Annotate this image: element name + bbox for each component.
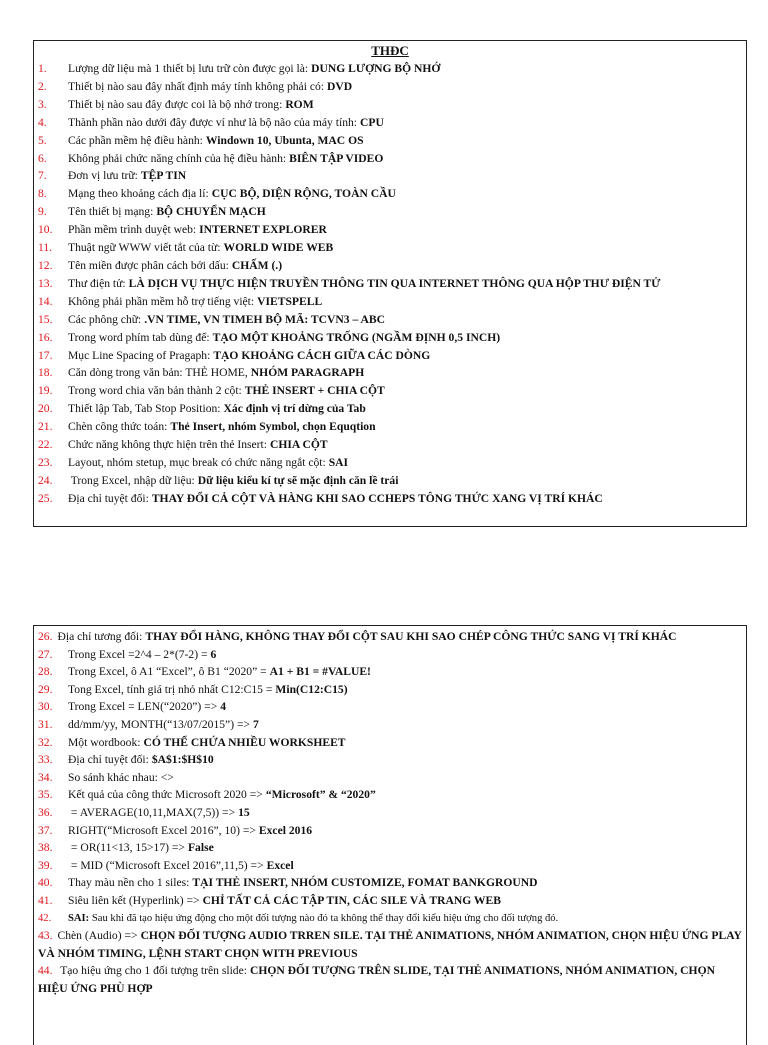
question-text: = MID (“Microsoft Excel 2016”,11,5) => (68, 858, 264, 872)
answer-text: CPU (360, 115, 384, 129)
question-text: Mạng theo khoảng cách địa lí: (68, 187, 209, 201)
list-item (38, 892, 742, 910)
item-number: 14. (38, 294, 53, 308)
list-item (38, 418, 742, 436)
item-number: 16. (38, 330, 53, 344)
list-item (38, 60, 742, 78)
list-item (38, 927, 742, 962)
list-item (38, 311, 742, 329)
item-number: 20. (38, 402, 53, 416)
question-text: Trong Excel, nhập dữ liệu: (68, 473, 195, 487)
question-text: Đơn vị lưu trữ: (68, 169, 138, 183)
answer-text: CHỌN ĐỐI TƯỢNG TRÊN SLIDE, TẠI THẺ ANIMATIONS, NHÓM ANIMATION, CHỌN HIỆU ỨNG PHÙ HỢP (38, 964, 715, 995)
item-number: 19. (38, 384, 53, 398)
answer-text: TẠI THẺ INSERT, NHÓM CUSTOMIZE, FOMAT BANKGROUND (192, 876, 538, 890)
answer-text: BIÊN TẬP VIDEO (289, 151, 384, 165)
answer-text: CÓ THỂ CHỨA NHIỀU WORKSHEET (143, 735, 346, 749)
item-number: 11. (38, 241, 53, 255)
answer-text: ROM (285, 97, 314, 111)
answer-text: CHIA CỘT (270, 438, 328, 452)
answer-explanation: Sau khi đã tạo hiệu ứng động cho một đối tượng nào đó ta không thể thay đổi kiểu hiệu ứng cho đối tượng đó. (91, 912, 559, 924)
answer-text: WORLD WIDE WEB (223, 241, 334, 255)
item-number: 28. (38, 665, 53, 679)
answer-text: NHÓM PARAGRAPH (250, 366, 365, 380)
item-number: 4. (38, 115, 47, 129)
list-item (38, 185, 742, 203)
list-item (38, 646, 742, 664)
list-item (38, 628, 742, 646)
question-text: Siêu liên kết (Hyperlink) => (68, 893, 200, 907)
item-number: 41. (38, 893, 53, 907)
list-item (38, 698, 742, 716)
question-text: Chức năng không thực hiện trên thẻ Insert: (68, 438, 267, 452)
answer-text: .VN TIME, VN TIMEH BỘ MÃ: TCVN3 – ABC (144, 312, 385, 326)
item-number: 2. (38, 79, 47, 93)
item-number: 8. (38, 187, 47, 201)
item-number: 31. (38, 717, 53, 731)
item-number: 5. (38, 133, 47, 147)
item-number: 26. (38, 630, 53, 643)
item-number: 24. (38, 473, 53, 487)
answer-text: Windown 10, Ubunta, MAC OS (205, 133, 364, 147)
question-text: Các phần mềm hệ điều hành: (68, 133, 203, 147)
answer-sheet-section-2 (33, 625, 747, 1045)
list-item (38, 962, 742, 997)
answer-text: DUNG LƯỢNG BỘ NHỚ (311, 62, 441, 75)
question-text: Trong word phím tab dùng để: (68, 330, 210, 344)
answer-text: TỆP TIN (140, 169, 187, 183)
question-list-1 (38, 60, 742, 508)
question-text: Thiết bị nào sau đây được coi là bộ nhớ trong: (68, 97, 283, 111)
list-item (38, 329, 742, 347)
item-number: 12. (38, 258, 53, 272)
item-number: 6. (38, 151, 47, 165)
question-text: RIGHT(“Microsoft Excel 2016”, 10) => (68, 823, 256, 837)
item-number: 30. (38, 700, 53, 714)
question-text: Kết quả của công thức Microsoft 2020 => (68, 788, 263, 802)
item-number: 21. (38, 420, 53, 434)
question-text: Trong Excel =2^4 – 2*(7-2) = (68, 647, 208, 661)
list-item (38, 839, 742, 857)
question-text: Trong Excel, ô A1 “Excel”, ô B1 “2020” = (68, 665, 267, 679)
answer-text: “Microsoft” & “2020” (265, 788, 376, 802)
list-item (38, 96, 742, 114)
list-item (38, 472, 742, 490)
question-text: Chèn công thức toán: (68, 420, 168, 434)
list-item (38, 769, 742, 787)
answer-text: Excel 2016 (258, 823, 313, 837)
answer-text: LÀ DỊCH VỤ THỰC HIỆN TRUYỀN THÔNG TIN QUA INTERNET THÔNG QUA HỘP THƯ ĐIỆN TỬ (128, 276, 661, 290)
list-item (38, 716, 742, 734)
list-item (38, 293, 742, 311)
answer-text: CHỈ TẤT CẢ CÁC TẬP TIN, CÁC SILE VÀ TRANG WEB (202, 893, 501, 907)
item-number: 23. (38, 455, 53, 469)
question-text: Tạo hiệu ứng cho 1 đối tượng trên slide: (57, 964, 247, 978)
item-number: 9. (38, 205, 47, 219)
question-text: Địa chỉ tương đối: (57, 630, 143, 643)
answer-text: A1 + B1 = #VALUE! (269, 665, 371, 679)
item-number: 1. (38, 62, 47, 75)
answer-sheet-section-1 (33, 40, 747, 527)
question-list-2 (38, 628, 742, 997)
question-text: Phần mềm trình duyệt web: (68, 223, 197, 237)
question-text: Mục Line Spacing of Pragaph: (68, 348, 211, 362)
list-item (38, 203, 742, 221)
answer-text: 15 (238, 805, 250, 819)
item-number: 32. (38, 735, 53, 749)
question-text: Thành phần nào dưới đây được ví như là bộ não của máy tính: (68, 115, 358, 129)
answer-text: TẠO KHOẢNG CÁCH GIỮA CÁC DÒNG (213, 348, 431, 362)
list-item (38, 874, 742, 892)
list-item (38, 275, 742, 293)
list-item (38, 857, 742, 875)
answer-text: DVD (326, 79, 353, 93)
item-number: 43. (38, 929, 53, 943)
list-item (38, 822, 742, 840)
question-text: So sánh khác nhau: <> (68, 770, 174, 784)
item-number: 38. (38, 841, 53, 855)
item-number: 37. (38, 823, 53, 837)
answer-text: INTERNET EXPLORER (199, 223, 327, 237)
question-text: Thiết bị nào sau đây nhất định máy tính không phải có: (68, 79, 324, 93)
question-text: Trong word chia văn bản thành 2 cột: (68, 384, 242, 398)
list-item (38, 364, 742, 382)
list-item (38, 347, 742, 365)
item-number: 3. (38, 97, 47, 111)
item-number: 44. (38, 964, 53, 978)
answer-text: 4 (220, 700, 227, 714)
list-item (38, 786, 742, 804)
answer-text: False (187, 841, 214, 855)
answer-text: CHẤM (.) (231, 258, 283, 272)
answer-text: VIETSPELL (257, 294, 323, 308)
answer-text: $A$1:$H$10 (151, 753, 214, 767)
item-number: 40. (38, 876, 53, 890)
list-item (38, 454, 742, 472)
question-text: Trong Excel = LEN(“2020”) => (68, 700, 218, 714)
list-item (38, 257, 742, 275)
list-item (38, 400, 742, 418)
page-title: THĐC (371, 43, 409, 58)
item-number: 22. (38, 438, 53, 452)
question-text: Các phông chữ: (68, 312, 142, 326)
list-item (38, 910, 742, 928)
question-text: Căn dòng trong văn bản: THẺ HOME, (68, 366, 248, 380)
item-number: 35. (38, 788, 53, 802)
answer-text: SAI (328, 455, 349, 469)
question-text: Tong Excel, tính giá trị nhỏ nhất C12:C15 = (68, 682, 273, 696)
question-text: Tên thiết bị mạng: (68, 205, 154, 219)
question-text: Lượng dữ liệu mà 1 thiết bị lưu trữ còn được gọi là: (68, 62, 309, 75)
question-text: Không phải phần mềm hỗ trợ tiếng việt: (68, 294, 255, 308)
item-number: 34. (38, 770, 53, 784)
item-number: 36. (38, 805, 53, 819)
answer-text: THẺ INSERT + CHIA CỘT (244, 384, 385, 398)
list-item (38, 239, 742, 257)
answer-text: TẠO MỘT KHOẢNG TRỐNG (NGẦM ĐỊNH 0,5 INCH) (212, 330, 501, 344)
item-number: 15. (38, 312, 53, 326)
answer-text: Xác định vị trí dừng của Tab (223, 402, 366, 416)
question-text: Thay màu nền cho 1 siles: (68, 876, 190, 890)
answer-text: CHỌN ĐỐI TƯỢNG AUDIO TRREN SILE. TẠI THẺ ANIMATIONS, NHÓM ANIMATION, CHỌN HIỆU ỨNG PLAY VÀ NHÓM TIMING, LỆNH START CHỌN WITH PREVIOUS (38, 929, 742, 960)
list-item (38, 221, 742, 239)
question-text: Thiết lập Tab, Tab Stop Position: (68, 402, 221, 416)
item-number: 29. (38, 682, 53, 696)
item-number: 33. (38, 753, 53, 767)
list-item (38, 382, 742, 400)
answer-text: CỤC BỘ, DIỆN RỘNG, TOÀN CẦU (211, 187, 396, 201)
question-text: Địa chỉ tuyệt đối: (68, 753, 149, 767)
list-item (38, 78, 742, 96)
item-number: 10. (38, 223, 53, 237)
question-text: Không phải chức năng chính của hệ điều hành: (68, 151, 287, 165)
question-text: = AVERAGE(10,11,MAX(7,5)) => (68, 805, 236, 819)
item-number: 7. (38, 169, 47, 183)
item-number: 27. (38, 647, 53, 661)
question-text: dd/mm/yy, MONTH(“13/07/2015”) => (68, 717, 251, 731)
list-item (38, 436, 742, 454)
question-text: Chèn (Audio) => (57, 929, 138, 943)
answer-text: THAY ĐỔI HÀNG, KHÔNG THAY ĐỔI CỘT SAU KHI SAO CHÉP CÔNG THỨC SANG VỊ TRÍ KHÁC (145, 630, 677, 643)
list-item (38, 132, 742, 150)
list-item (38, 114, 742, 132)
question-text: = OR(11<13, 15>17) => (68, 841, 185, 855)
question-text: Layout, nhóm stetup, mục break có chức năng ngắt cột: (68, 455, 326, 469)
item-number: 25. (38, 491, 53, 505)
answer-text: Min(C12:C15) (275, 682, 348, 696)
list-item (38, 734, 742, 752)
list-item (38, 150, 742, 168)
list-item (38, 804, 742, 822)
item-number: 13. (38, 276, 53, 290)
question-text: Địa chỉ tuyệt đối: (68, 491, 149, 505)
list-item (38, 167, 742, 185)
item-number: 17. (38, 348, 53, 362)
question-text: Thư điện tử: (68, 276, 126, 290)
answer-text: 7 (253, 717, 259, 731)
question-text: Một wordbook: (68, 735, 141, 749)
answer-text: Excel (266, 858, 294, 872)
question-text: Tên miền được phân cách bởi dấu: (68, 258, 229, 272)
item-number: 39. (38, 858, 53, 872)
answer-text: Thẻ Insert, nhóm Symbol, chọn Equqtion (170, 420, 376, 434)
answer-text: SAI: (68, 912, 90, 924)
answer-text: 6 (210, 647, 217, 661)
list-item (38, 663, 742, 681)
list-item (38, 751, 742, 769)
list-item (38, 681, 742, 699)
item-number: 18. (38, 366, 53, 380)
question-text: Thuật ngữ WWW viết tắt của từ: (68, 241, 221, 255)
answer-text: Dữ liệu kiểu kí tự sẽ mặc định căn lề trái (197, 473, 399, 487)
answer-text: THAY ĐỔI CẢ CỘT VÀ HÀNG KHI SAO CCHEPS TÔNG THỨC XANG VỊ TRÍ KHÁC (151, 491, 603, 505)
answer-text: BỘ CHUYỂN MẠCH (156, 205, 266, 219)
list-item (38, 490, 742, 508)
item-number: 42. (38, 912, 52, 924)
